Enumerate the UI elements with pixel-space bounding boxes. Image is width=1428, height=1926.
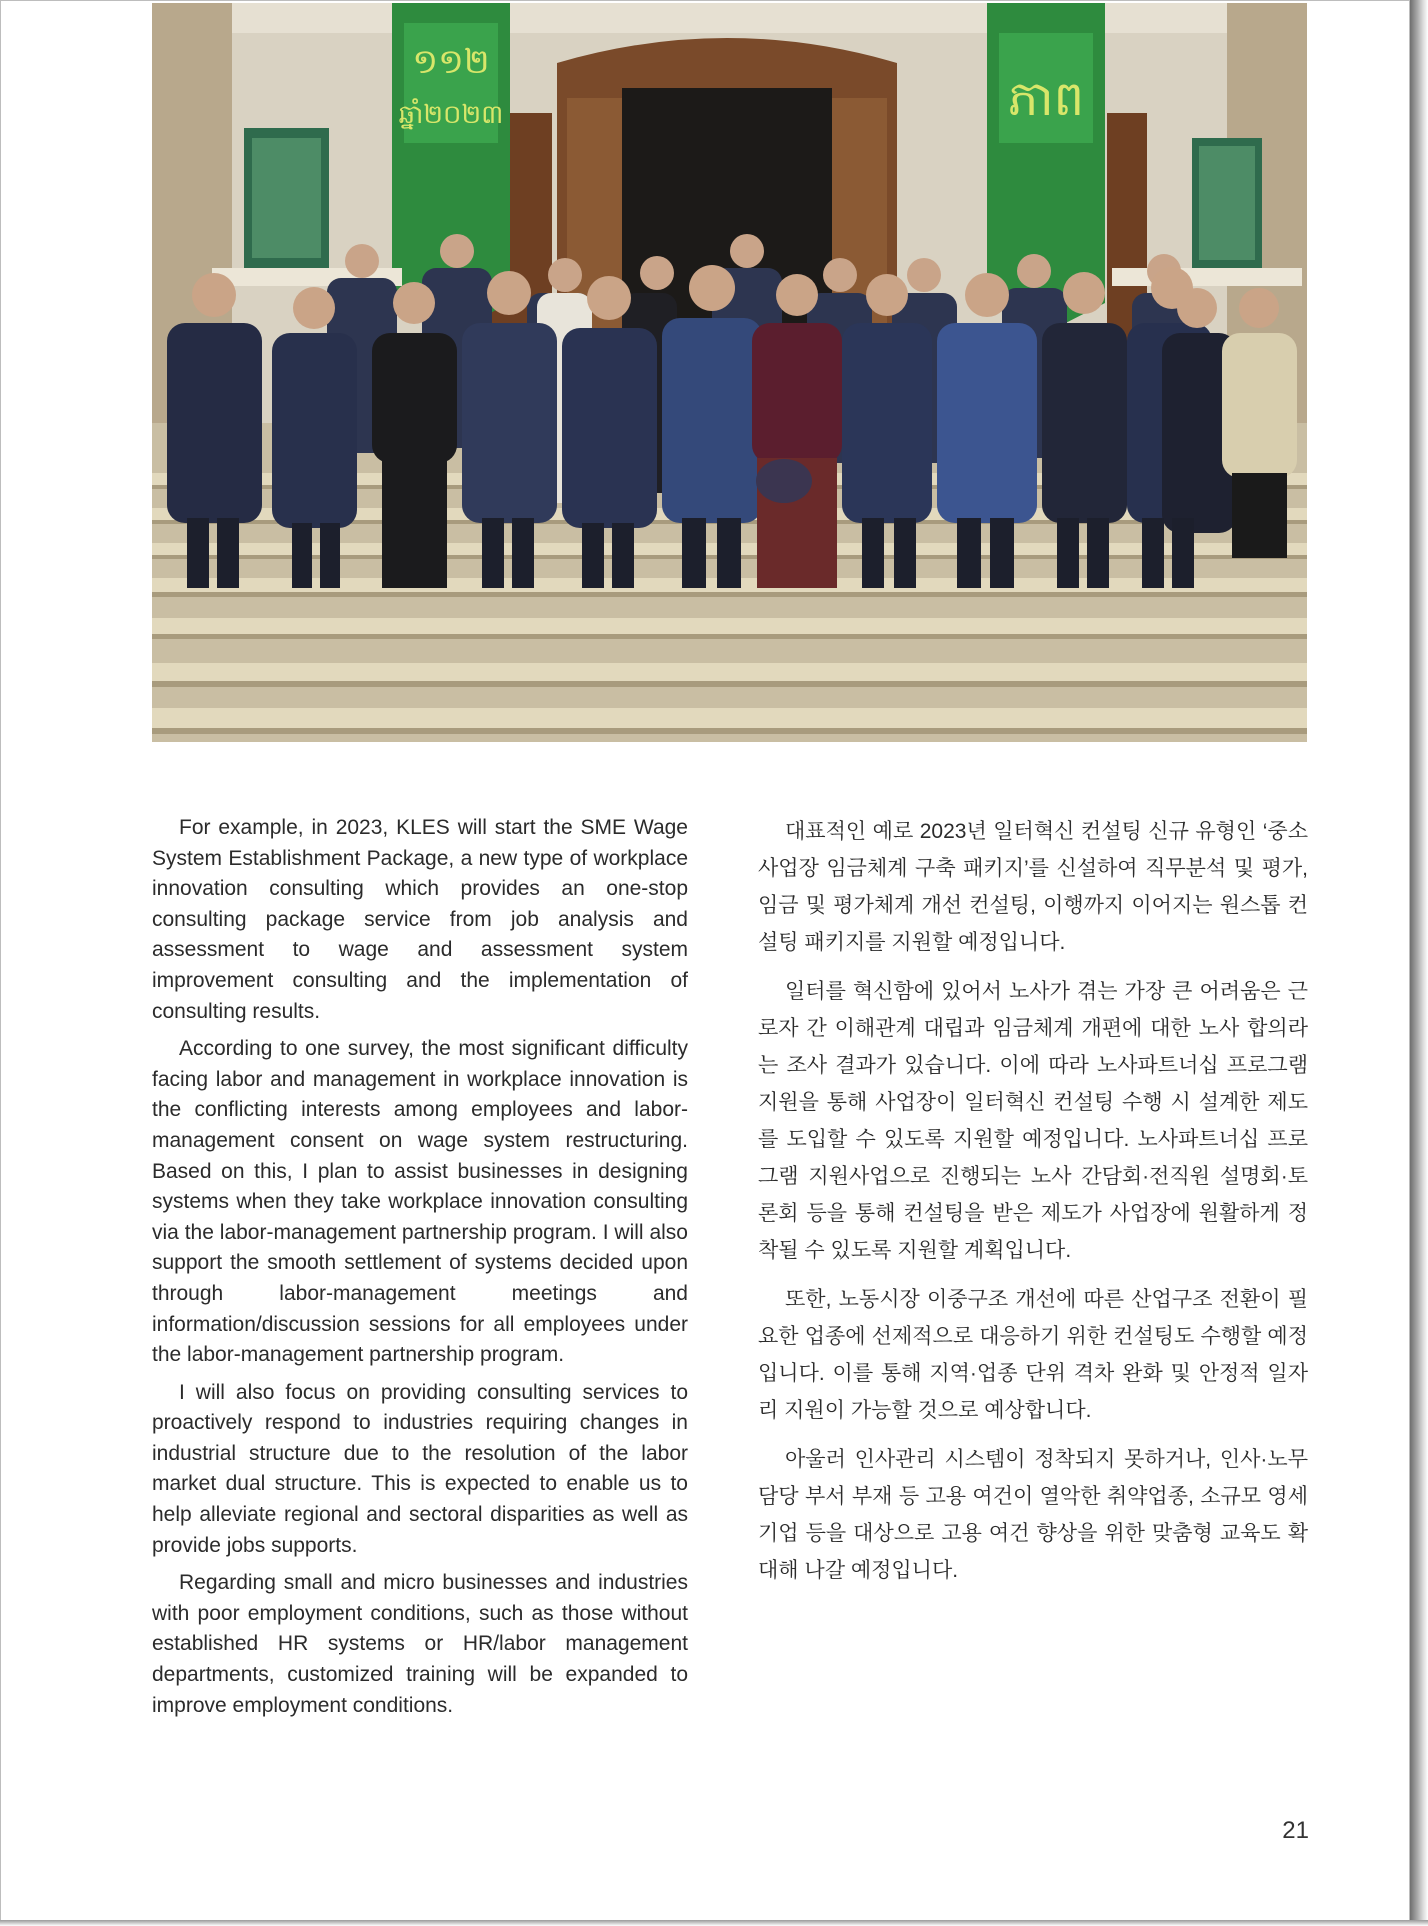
page-number: 21 <box>1282 1817 1309 1844</box>
korean-paragraph: 일터를 혁신함에 있어서 노사가 겪는 가장 큰 어려움은 근로자 간 이해관계 대립과 임금체계 개편에 대한 노사 합의라는 조사 결과가 있습니다. 이에 따라 노사파트너십 프로그램 지원을 통해 사업장이 일터혁신 컨설팅 수행 시 설계한 제도를 도입할 수 있도록 지원할 예정입니다. 노사파트너십 프로그램 지원사업으로 진행되는 노사 간담회·전직원 설명회·토론회 등을 통해 컨설팅을 받은 제도가 사업장에 원활하게 정착될 수 있도록 지원할 계획입니다. <box>758 980 1308 1262</box>
english-paragraph: For example, in 2023, KLES will start the SME Wage System Establishment Package, a new type of workplace innovation consulting which provides an one-stop consulting package service from job analysis and assessment to wage and assessment system improvement consulting and the implementation of consulting results. <box>152 816 688 1023</box>
banner-left-text: ១១២ <box>412 42 490 82</box>
korean-paragraph: 또한, 노동시장 이중구조 개선에 따른 산업구조 전환이 필요한 업종에 선제적으로 대응하기 위한 컨설팅도 수행할 예정입니다. 이를 통해 지역·업종 단위 격차 완화 및 안정적 일자리 지원이 가능할 것으로 예상합니다. <box>758 1288 1308 1422</box>
korean-column <box>758 813 1308 1601</box>
english-paragraph: According to one survey, the most significant difficulty facing labor and management in workplace innovation is the conflicting interests among employees and labor-management consent on wage system restructuring. Based on this, I plan to assist businesses in designing systems when they take workplace innovation consulting via the labor-management partnership program. I will also support the smooth settlement of systems decided upon through labor-management meetings and information/discussion sessions for all employees under the labor-management partnership program. <box>152 1037 688 1367</box>
banner-right-text: ភាព <box>1007 71 1085 127</box>
english-paragraph: I will also focus on providing consulting services to proactively respond to industries requiring changes in industrial structure due to the resolution of the labor market dual structure. This is expected to enable us to help alleviate regional and sectoral disparities as well as provide jobs supports. <box>152 1380 688 1557</box>
page-edge-shadow <box>1410 0 1428 1926</box>
english-column <box>152 813 688 1728</box>
svg-text:ឆ្នាំ២០២៣: ឆ្នាំ២០២៣ <box>398 100 504 130</box>
group-photo <box>152 3 1307 742</box>
korean-paragraph: 대표적인 예로 2023년 일터혁신 컨설팅 신규 유형인 ‘중소사업장 임금체계 구축 패키지’를 신설하여 직무분석 및 평가, 임금 및 평가체계 개선 컨설팅, 이행까지 이어지는 원스톱 컨설팅 패키지를 지원할 예정입니다. <box>758 820 1308 954</box>
group-photo-illustration <box>152 3 1307 742</box>
page-bottom-shadow <box>0 1920 1428 1926</box>
korean-paragraph: 아울러 인사관리 시스템이 정착되지 못하거나, 인사·노무 담당 부서 부재 등 고용 여건이 열악한 취약업종, 소규모 영세기업 등을 대상으로 고용 여건 향상을 위한 맞춤형 교육도 확대해 나갈 예정입니다. <box>758 1448 1308 1582</box>
english-paragraph: Regarding small and micro businesses and industries with poor employment conditions, such as those without established HR systems or HR/labor management departments, customized training will be expanded to improve employment conditions. <box>152 1571 688 1717</box>
